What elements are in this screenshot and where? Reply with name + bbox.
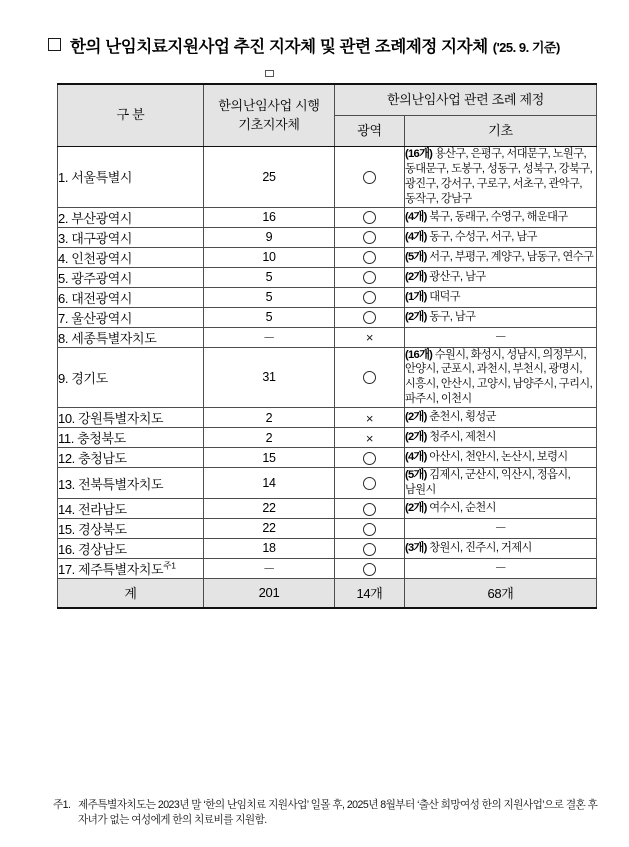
col-header-count-line2: 기초지자체: [238, 116, 300, 132]
basic-ordinance-list: 수원시, 화성시, 성남시, 의정부시, 안양시, 군포시, 과천시, 부천시, 광명시, 시흥시, 안산시, 고양시, 남양주시, 구리시, 파주시, 이천시: [405, 348, 593, 406]
circle-icon: [363, 271, 376, 284]
implementing-count: 10: [204, 247, 335, 267]
wide-ordinance-cell: [335, 147, 405, 208]
implementing-count: 5: [204, 307, 335, 327]
region-name: 1. 서울특별시: [58, 170, 133, 186]
table-row: [58, 408, 597, 428]
region-name: 12. 충청남도: [58, 451, 127, 467]
implementing-count: 16: [204, 207, 335, 227]
basic-ordinance-cell: [405, 468, 597, 499]
wide-ordinance-cell: [335, 307, 405, 327]
region-name: 3. 대구광역시: [58, 230, 133, 246]
wide-ordinance-cell: [335, 518, 405, 538]
wide-ordinance-cell: [335, 408, 405, 428]
table-row: [58, 307, 597, 327]
implementing-count: 9: [204, 227, 335, 247]
basic-ordinance-count: (2개): [405, 310, 427, 323]
total-wide: 14개: [335, 578, 405, 608]
footnote-marker: 주1: [163, 560, 176, 571]
region-name: 6. 대전광역시: [58, 290, 133, 306]
wide-ordinance-cell: [335, 287, 405, 307]
col-header-count: [204, 84, 335, 147]
region-name: 4. 인천광역시: [58, 250, 133, 266]
table-row: [58, 227, 597, 247]
basic-ordinance-cell: [405, 307, 597, 327]
page-title-date-note: ('25. 9. 기준): [492, 40, 560, 55]
region-name: 11. 충청북도: [58, 431, 126, 447]
total-basic: 68개: [405, 578, 597, 608]
cross-icon: ×: [365, 430, 374, 446]
page-title: [48, 33, 560, 57]
col-header-wide: 광역: [335, 116, 405, 147]
region-name-cell: [58, 207, 204, 227]
circle-icon: [363, 371, 376, 384]
basic-ordinance-count: (4개): [405, 230, 427, 243]
implementing-count: 25: [204, 147, 335, 208]
region-name-cell: [58, 287, 204, 307]
implementing-count: 14: [204, 468, 335, 499]
circle-icon: [363, 171, 376, 184]
wide-ordinance-cell: [335, 347, 405, 408]
wide-ordinance-cell: [335, 327, 405, 347]
region-name: 16. 경상남도: [58, 541, 127, 557]
region-name-cell: [58, 558, 204, 578]
total-row: [58, 578, 597, 608]
total-label: 계: [58, 578, 204, 608]
col-header-ordinance-group: 한의난임사업 관련 조례 제정: [335, 84, 597, 116]
table-row: [58, 538, 597, 558]
region-name-cell: [58, 147, 204, 208]
wide-ordinance-cell: [335, 267, 405, 287]
basic-ordinance-count: (4개): [405, 451, 427, 464]
basic-ordinance-list: 동구, 남구: [429, 310, 476, 323]
wide-ordinance-cell: [335, 538, 405, 558]
region-name-cell: [58, 347, 204, 408]
basic-ordinance-cell: [405, 327, 597, 347]
implementing-count: 5: [204, 287, 335, 307]
table-header: [58, 84, 597, 147]
wide-ordinance-cell: [335, 247, 405, 267]
basic-ordinance-cell: [405, 267, 597, 287]
ordinance-table-wrapper: [57, 83, 596, 609]
basic-ordinance-list: 서구, 부평구, 계양구, 남동구, 연수구: [429, 250, 594, 263]
table-footer: [58, 578, 597, 608]
table-row: [58, 147, 597, 208]
table-row: [58, 558, 597, 578]
basic-ordinance-count: (2개): [405, 270, 427, 283]
region-name-cell: [58, 307, 204, 327]
region-name-cell: [58, 518, 204, 538]
basic-ordinance-count: (5개): [405, 250, 427, 263]
region-name-cell: [58, 267, 204, 287]
total-count: 201: [204, 578, 335, 608]
table-row: [58, 327, 597, 347]
circle-icon: [363, 503, 376, 516]
region-name-cell: [58, 498, 204, 518]
region-name-cell: [58, 227, 204, 247]
basic-ordinance-count: (2개): [405, 501, 427, 514]
circle-icon: [363, 211, 376, 224]
circle-icon: [363, 523, 376, 536]
table-row: [58, 498, 597, 518]
basic-ordinance-cell: [405, 227, 597, 247]
basic-ordinance-list: －: [494, 561, 507, 576]
table-row: [58, 518, 597, 538]
circle-icon: [363, 477, 376, 490]
table-row: [58, 428, 597, 448]
basic-ordinance-cell: [405, 147, 597, 208]
basic-ordinance-list: 동구, 수성구, 서구, 남구: [429, 230, 537, 243]
wide-ordinance-cell: [335, 428, 405, 448]
basic-ordinance-list: 대덕구: [429, 290, 461, 303]
table-row: [58, 448, 597, 468]
basic-ordinance-list: －: [494, 521, 507, 536]
implementing-count: 5: [204, 267, 335, 287]
wide-ordinance-cell: [335, 558, 405, 578]
basic-ordinance-cell: [405, 347, 597, 408]
circle-icon: [363, 291, 376, 304]
implementing-count: 18: [204, 538, 335, 558]
basic-ordinance-count: (1개): [405, 290, 427, 303]
basic-ordinance-cell: [405, 247, 597, 267]
region-name: 9. 경기도: [58, 370, 108, 386]
basic-ordinance-list: 춘천시, 횡성군: [429, 411, 496, 424]
empty-square-icon: [48, 38, 61, 51]
region-name-cell: [58, 247, 204, 267]
basic-ordinance-cell: [405, 207, 597, 227]
implementing-count: －: [204, 327, 335, 347]
implementing-count: 2: [204, 428, 335, 448]
basic-ordinance-cell: [405, 428, 597, 448]
col-header-count-line1: 한의난임사업 시행: [218, 97, 320, 113]
cross-icon: ×: [365, 330, 374, 346]
col-header-basic: 기초: [405, 116, 597, 147]
basic-ordinance-list: 광산구, 남구: [429, 270, 486, 283]
circle-icon: [363, 543, 376, 556]
circle-icon: [363, 251, 376, 264]
implementing-count: 22: [204, 518, 335, 538]
basic-ordinance-list: 용산구, 은평구, 서대문구, 노원구, 동대문구, 도봉구, 성동구, 성북구, 강북구, 광진구, 강서구, 구로구, 서초구, 관악구, 동작구, 강남구: [405, 148, 593, 205]
circle-icon: [363, 311, 376, 324]
circle-icon: [363, 452, 376, 465]
region-name: 15. 경상북도: [58, 521, 127, 537]
page-title-text: 한의 난임치료지원사업 추진 지자체 및 관련 조례제정 지자체: [70, 38, 488, 56]
region-name-cell: [58, 408, 204, 428]
region-name: 2. 부산광역시: [58, 210, 133, 226]
implementing-count: 15: [204, 448, 335, 468]
region-name: 7. 울산광역시: [58, 310, 133, 326]
implementing-count: 2: [204, 408, 335, 428]
footnote: [53, 798, 608, 828]
basic-ordinance-count: (2개): [405, 411, 427, 424]
basic-ordinance-list: 청주시, 제천시: [429, 431, 496, 444]
basic-ordinance-list: 북구, 동래구, 수영구, 해운대구: [429, 210, 568, 223]
footnote-label: 주1.: [53, 799, 71, 811]
col-header-gubun: 구 분: [58, 84, 204, 147]
wide-ordinance-cell: [335, 448, 405, 468]
region-name-cell: [58, 327, 204, 347]
wide-ordinance-cell: [335, 207, 405, 227]
cross-icon: ×: [365, 410, 374, 426]
region-name: 10. 강원특별자치도: [58, 411, 164, 427]
wide-ordinance-cell: [335, 498, 405, 518]
region-name: 8. 세종특별자치도: [58, 330, 157, 346]
basic-ordinance-cell: [405, 287, 597, 307]
basic-ordinance-list: 김제시, 군산시, 익산시, 정읍시, 남원시: [405, 469, 571, 497]
region-name: 5. 광주광역시: [58, 270, 133, 286]
basic-ordinance-count: (3개): [405, 541, 427, 554]
wide-ordinance-cell: [335, 227, 405, 247]
basic-ordinance-list: 여수시, 순천시: [429, 501, 496, 514]
basic-ordinance-list: 아산시, 천안시, 논산시, 보령시: [429, 451, 568, 464]
region-name-cell: [58, 428, 204, 448]
small-square-mark-icon: [265, 70, 274, 77]
implementing-count: －: [204, 558, 335, 578]
basic-ordinance-count: (16개): [405, 148, 433, 160]
basic-ordinance-cell: [405, 498, 597, 518]
ordinance-table: [57, 83, 597, 609]
basic-ordinance-cell: [405, 518, 597, 538]
basic-ordinance-count: (16개): [405, 348, 433, 361]
basic-ordinance-cell: [405, 558, 597, 578]
table-body: [58, 147, 597, 579]
table-row: [58, 347, 597, 408]
footnote-text: 제주특별자치도는 2023년 말 ‘한의 난임치료 지원사업’ 일몰 후, 2025년 8월부터 ‘출산 희망여성 한의 지원사업’으로 결혼 후 자녀가 없는 여성에게 한의 치료비를 지원함.: [78, 799, 598, 827]
basic-ordinance-count: (2개): [405, 431, 427, 444]
region-name-cell: [58, 538, 204, 558]
basic-ordinance-cell: [405, 408, 597, 428]
basic-ordinance-list: －: [494, 329, 507, 344]
basic-ordinance-cell: [405, 448, 597, 468]
implementing-count: 31: [204, 347, 335, 408]
basic-ordinance-count: (4개): [405, 210, 427, 223]
region-name: 14. 전라남도: [58, 501, 127, 517]
table-row: [58, 207, 597, 227]
circle-icon: [363, 563, 376, 576]
circle-icon: [363, 231, 376, 244]
basic-ordinance-count: (5개): [405, 469, 427, 482]
table-row: [58, 468, 597, 499]
basic-ordinance-list: 창원시, 진주시, 거제시: [429, 541, 532, 554]
table-row: [58, 247, 597, 267]
region-name-cell: [58, 468, 204, 499]
table-row: [58, 287, 597, 307]
region-name-cell: [58, 448, 204, 468]
table-row: [58, 267, 597, 287]
region-name: 13. 전북특별자치도: [58, 476, 164, 492]
implementing-count: 22: [204, 498, 335, 518]
basic-ordinance-cell: [405, 538, 597, 558]
wide-ordinance-cell: [335, 468, 405, 499]
region-name: 17. 제주특별자치도: [58, 561, 164, 577]
